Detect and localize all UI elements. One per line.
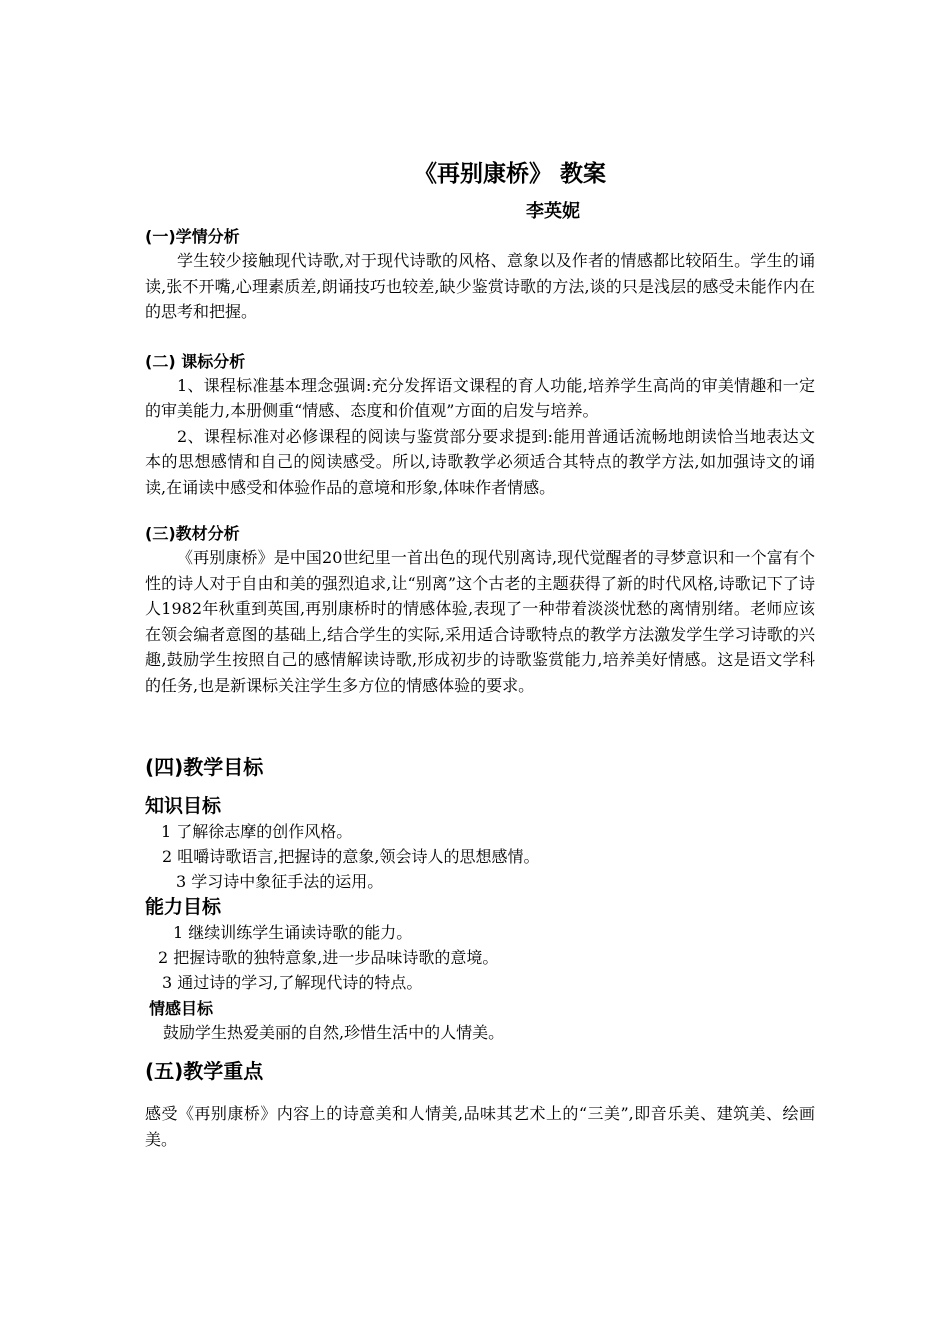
curriculum-analysis-paragraph-1: 1、课程标准基本理念强调:充分发挥语文课程的育人功能,培养学生高尚的审美情趣和一定的审美能力,本册侧重“情感、态度和价值观”方面的启发与培养。 <box>145 375 815 420</box>
learner-analysis-paragraph: 学生较少接触现代诗歌,对于现代诗歌的风格、意象以及作者的情感都比较陌生。学生的诵读,张不开嘴,心理素质差,朗诵技巧也较差,缺少鉴赏诗歌的方法,谈的只是浅层的感受未能作内在的思考和把握。 <box>145 251 815 321</box>
ability-objective-item: 3 通过诗的学习,了解现代诗的特点。 <box>162 973 423 992</box>
emotion-objective-item: 鼓励学生热爱美丽的自然,珍惜生活中的人情美。 <box>163 1023 505 1042</box>
textbook-analysis-paragraph: 《再别康桥》是中国20世纪里一首出色的现代别离诗,现代觉醒者的寻梦意识和一个富有个性的诗人对于自由和美的强烈追求,让“别离”这个古老的主题获得了新的时代风格,诗歌记下了诗人1982年秋重到英国,再别康桥时的情感体验,表现了一种带着淡淡忧愁的离情别绪。老师应该在领会编者意图的基础上,结合学生的实际,采用适合诗歌特点的教学方法激发学生学习诗歌的兴趣,鼓励学生按照自己的感情解读诗歌,形成初步的诗歌鉴赏能力,培养美好情感。这是语文学科的任务,也是新课标关注学生多方位的情感体验的要求。 <box>145 548 815 695</box>
knowledge-objective-item: 1 了解徐志摩的创作风格。 <box>161 822 353 841</box>
section-heading-teaching-focus: (五)教学重点 <box>145 1059 264 1083</box>
ability-objective-item: 2 把握诗歌的独特意象,进一步品味诗歌的意境。 <box>158 948 499 967</box>
document-author: 李英妮 <box>526 201 580 222</box>
section-heading-curriculum-analysis: (二) 课标分析 <box>145 351 246 371</box>
document-body <box>145 226 815 1152</box>
section-heading-textbook-analysis: (三)教材分析 <box>145 524 240 543</box>
knowledge-objective-item: 2 咀嚼诗歌语言,把握诗的意象,领会诗人的思想感情。 <box>162 847 540 866</box>
ability-objectives-heading: 能力目标 <box>145 896 222 918</box>
curriculum-analysis-paragraph-2: 2、课程标准对必修课程的阅读与鉴赏部分要求提到:能用普通话流畅地朗读恰当地表达文本的思想感情和自己的阅读感受。所以,诗歌教学必须适合其特点的教学方法,如加强诗文的诵读,在诵读中感受和体验作品的意境和形象,体味作者情感。 <box>145 426 815 497</box>
knowledge-objectives-heading: 知识目标 <box>145 795 222 817</box>
knowledge-objective-item: 3 学习诗中象征手法的运用。 <box>176 872 384 891</box>
section-heading-teaching-objectives: (四)教学目标 <box>145 755 264 779</box>
section-heading-learner-analysis: (一)学情分析 <box>145 227 240 246</box>
emotion-objectives-heading: 情感目标 <box>149 999 214 1018</box>
teaching-focus-paragraph: 感受《再别康桥》内容上的诗意美和人情美,品味其艺术上的“三美”,即音乐美、建筑美、绘画美。 <box>145 1104 815 1149</box>
document-title: 《再别康桥》 教案 <box>413 161 606 187</box>
ability-objective-item: 1 继续训练学生诵读诗歌的能力。 <box>173 923 413 942</box>
